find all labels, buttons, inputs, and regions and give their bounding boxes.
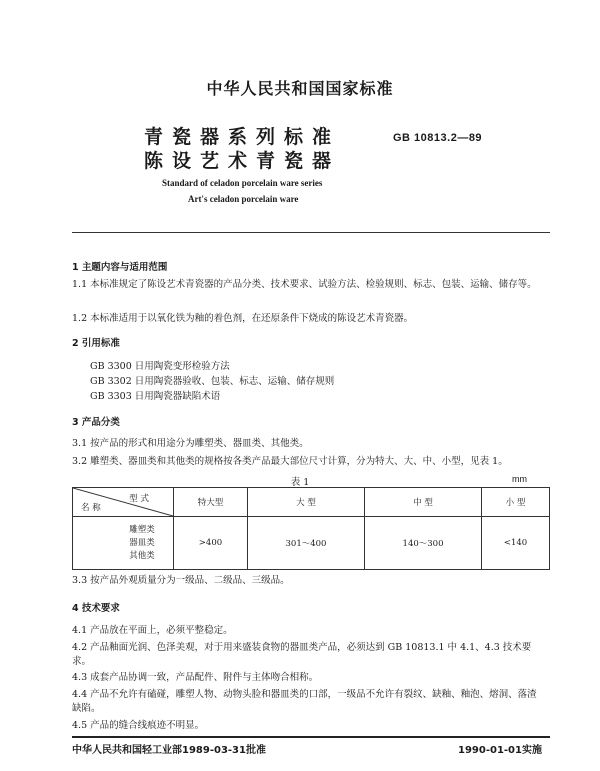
corner-label-name: 名 称 — [81, 503, 101, 513]
reference-gb3303: GB 3303 日用陶瓷器缺陷术语 — [90, 391, 221, 402]
value-large: 301～400 — [247, 517, 364, 570]
table-unit: mm — [512, 474, 527, 484]
standard-title-line2: 陈设艺术青瓷器 — [144, 150, 341, 172]
effective-date: 1990-01-01实施 — [458, 745, 542, 756]
english-title-line2: Art's celadon porcelain ware — [188, 194, 299, 204]
corner-label-type: 型 式 — [129, 494, 149, 504]
reference-gb3300: GB 3300 日用陶瓷变形检验方法 — [90, 361, 230, 372]
section-2-heading: 2 引用标准 — [72, 338, 120, 349]
category-list — [73, 517, 174, 570]
table-row — [73, 517, 550, 570]
clause-3-3: 3.3 按产品外观质量分为一级品、二级品、三级品。 — [72, 575, 290, 586]
approval-notice: 中华人民共和国轻工业部1989-03-31批准 — [72, 745, 266, 756]
standard-title-line1: 青瓷器系列标准 — [144, 126, 341, 148]
size-classification-table — [72, 487, 550, 570]
issuing-body-title: 中华人民共和国国家标准 — [206, 79, 394, 98]
standard-code: GB 10813.2—89 — [393, 132, 483, 144]
column-header-extra-large: 特大型 — [174, 488, 248, 517]
section-4-heading: 4 技术要求 — [72, 603, 120, 614]
section-1-heading: 1 主题内容与适用范围 — [72, 262, 168, 273]
clause-4-1: 4.1 产品放在平面上，必须平整稳定。 — [72, 625, 233, 636]
table-caption: 表 1 — [290, 477, 310, 488]
category-sculpture: 雕塑类 — [129, 524, 155, 535]
value-small: <140 — [482, 517, 550, 570]
category-other: 其他类 — [129, 550, 155, 561]
column-header-large: 大 型 — [247, 488, 364, 517]
footer-divider — [72, 736, 550, 738]
column-header-medium: 中 型 — [365, 488, 482, 517]
category-vessel: 器皿类 — [129, 537, 155, 548]
reference-gb3302: GB 3302 日用陶瓷器验收、包装、标志、运输、储存规则 — [90, 376, 335, 387]
section-3-heading: 3 产品分类 — [72, 417, 120, 428]
clause-4-2: 4.2 产品釉面光润、色泽美观，对于用来盛装食物的器皿类产品，必须达到 GB 10813.1 中 4.1、4.3 技术要求。 — [72, 642, 532, 667]
clause-4-3: 4.3 成套产品协调一致，产品配件、附件与主体吻合相称。 — [72, 672, 319, 683]
column-header-small: 小 型 — [482, 488, 550, 517]
value-extra-large: >400 — [174, 517, 248, 570]
clause-1-1: 1.1 本标准规定了陈设艺术青瓷器的产品分类、技术要求、试验方法、检验规则、标志、包装、运输、储存等。 — [72, 279, 537, 290]
table-corner-cell — [73, 488, 174, 517]
clause-1-2: 1.2 本标准适用于以氧化铁为釉的着色剂，在还原条件下烧成的陈设艺术青瓷器。 — [72, 313, 414, 324]
clause-3-1: 3.1 按产品的形式和用途分为雕塑类、器皿类、其他类。 — [72, 438, 309, 449]
clause-3-2: 3.2 雕塑类、器皿类和其他类的规格按各类产品最大部位尺寸计算，分为特大、大、中、小型，见表 1。 — [72, 456, 508, 467]
value-medium: 140～300 — [365, 517, 482, 570]
english-title-line1: Standard of celadon porcelain ware series — [162, 178, 323, 188]
header-divider — [72, 232, 550, 233]
clause-4-4: 4.4 产品不允许有磕碰，雕塑人物、动物头脸和器皿类的口部，一级品不允许有裂纹、缺釉、釉泡、熔洞、落渣缺陷。 — [72, 689, 537, 714]
clause-4-5: 4.5 产品的缝合线痕迹不明显。 — [72, 720, 205, 731]
